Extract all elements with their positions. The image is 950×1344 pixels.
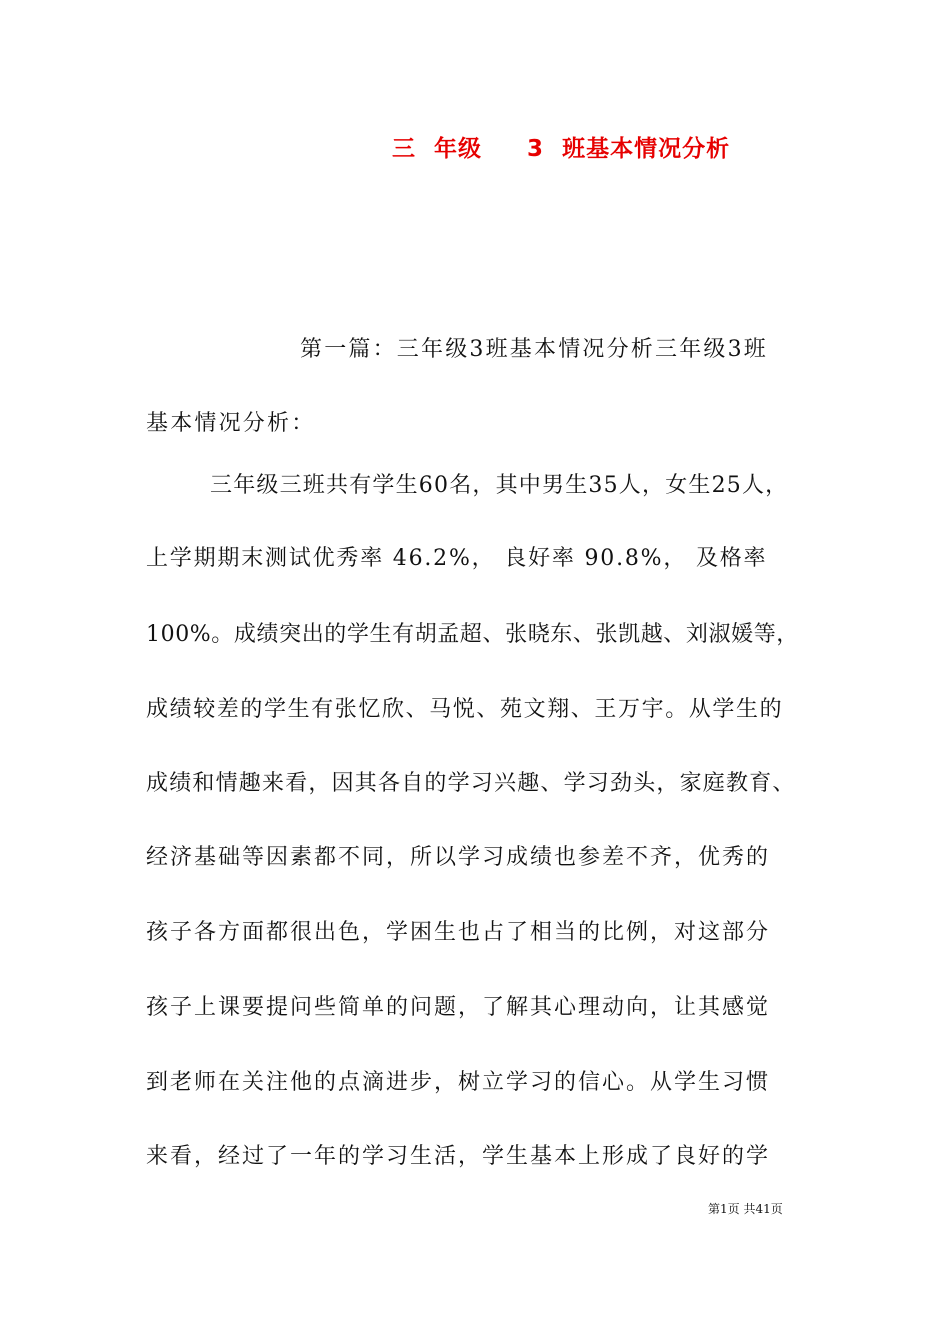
paragraph-line: 成绩较差的学生有张忆欣、马悦、苑文翔、王万宇。从学生的: [146, 697, 784, 722]
paragraph-line: 100%。成绩突出的学生有胡孟超、张晓东、张凯越、刘淑媛等，: [146, 622, 799, 647]
paragraph-line: 经济基础等因素都不同，所以学习成绩也参差不齐，优秀的: [146, 845, 771, 870]
paragraph-line: 孩子上课要提问些简单的问题，了解其心理动向，让其感觉: [146, 995, 771, 1020]
paragraph-line: 上学期期末测试优秀率 46.2%， 良好率 90.8%， 及格率: [146, 546, 768, 571]
paragraph-line: 孩子各方面都很出色，学困生也占了相当的比例，对这部分: [146, 920, 771, 945]
paragraph-line: 成绩和情趣来看，因其各自的学习兴趣、学习劲头，家庭教育、: [146, 771, 796, 796]
paragraph-line: 第一篇：三年级3班基本情况分析三年级3班: [300, 337, 768, 362]
page-number-footer: 第1页 共41页: [708, 1202, 783, 1216]
paragraph-line: 三年级三班共有学生60名，其中男生35人，女生25人，: [210, 473, 789, 498]
paragraph-line: 来看，经过了一年的学习生活，学生基本上形成了良好的学: [146, 1144, 771, 1169]
paragraph-line: 基本情况分析：: [146, 411, 316, 436]
document-title: 三 年级 3 班基本情况分析: [392, 136, 731, 162]
paragraph-line: 到老师在关注他的点滴进步，树立学习的信心。从学生习惯: [146, 1070, 771, 1095]
